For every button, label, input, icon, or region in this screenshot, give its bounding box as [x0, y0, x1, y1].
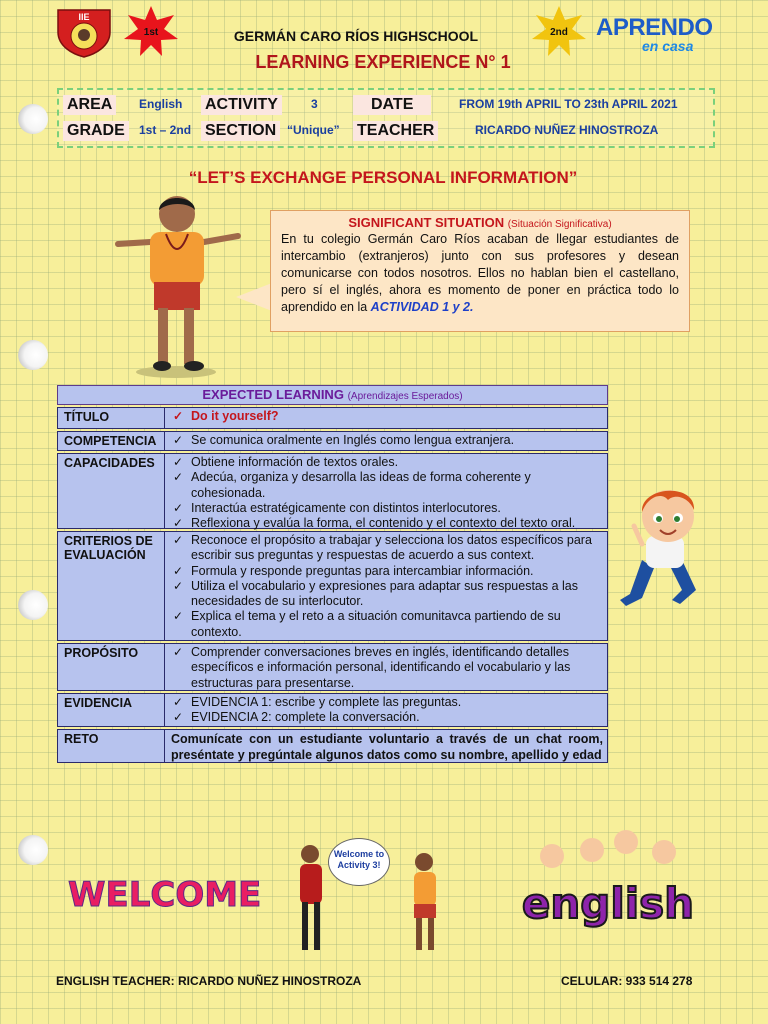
row-evidencia [57, 693, 608, 727]
titulo-label: TÍTULO [57, 407, 165, 429]
brand-aprendo: APRENDO [596, 14, 713, 41]
evidencia-item: ✓ EVIDENCIA 2: complete la conversación. [171, 710, 603, 725]
section-label: SECTION [201, 121, 280, 141]
teacher-value: RICARDO NUÑEZ HINOSTROZA [475, 123, 659, 137]
footer-phone: CELULAR: 933 514 278 [561, 974, 693, 988]
row-criterios [57, 531, 608, 641]
grade-star-second [532, 6, 586, 56]
english-art [504, 826, 712, 947]
capacidad-item: ✓ Reflexiona y evalúa la forma, el contenido y el contexto del texto oral. [171, 516, 603, 531]
activity-label: ACTIVITY [201, 95, 282, 115]
grade-value: 1st – 2nd [139, 123, 192, 137]
reto-value: Comunícate con un estudiante voluntario a través de un chat room, preséntate y pregúntale algunos datos como su nombre, apellido y edad [165, 729, 608, 763]
page-title: LEARNING EXPERIENCE N° 1 [255, 52, 511, 72]
row-proposito [57, 643, 608, 691]
row-reto [57, 729, 608, 763]
section-value: “Unique” [287, 123, 340, 137]
teacher-label: TEACHER [353, 121, 438, 141]
english-text: english [521, 879, 695, 928]
criterio-item: ✓ Explica el tema y el reto a a situación comunitavca partiendo de su contexto. [171, 609, 603, 640]
star-right-text: 2nd [550, 27, 568, 38]
school-name: GERMÁN CARO RÍOS HIGHSCHOOL [233, 28, 479, 44]
star-left-text: 1st [143, 27, 159, 38]
expected-learning-table [57, 385, 608, 761]
grade-label: GRADE [63, 121, 129, 141]
criterio-item: ✓ Reconoce el propósito a trabajar y selecciona los datos específicos para escribir sus preguntas y respuestas de acuerdo a sus context. [171, 533, 603, 564]
titulo-value: ✓ Do it yourself? [171, 409, 603, 424]
binder-hole [18, 340, 48, 370]
welcome-art [66, 852, 262, 927]
row-capacidades [57, 453, 608, 529]
capacidades-label: CAPACIDADES [57, 453, 165, 529]
footer-teacher: ENGLISH TEACHER: RICARDO NUÑEZ HINOSTROZA [56, 974, 362, 988]
date-label: DATE [353, 95, 431, 115]
situation-box [270, 210, 690, 332]
speech-tail [236, 283, 272, 311]
evidencia-label: EVIDENCIA [57, 693, 165, 727]
criterio-item: ✓ Formula y responde preguntas para intercambiar información. [171, 564, 603, 579]
evidencia-item: ✓ EVIDENCIA 1: escribe y complete las preguntas. [171, 695, 603, 710]
criterios-label: CRITERIOS DE EVALUACIÓN [57, 531, 165, 641]
reto-label: RETO [57, 729, 165, 763]
boy-illustration [112, 194, 246, 385]
row-competencia [57, 431, 608, 451]
situation-highlight: ACTIVIDAD 1 y 2. [370, 300, 474, 314]
proposito-item: ✓ Comprender conversaciones breves en inglés, identificando detalles específicos e información personal, identificando el vocabulario y las estructuras para presentarse. [171, 645, 603, 691]
row-titulo [57, 407, 608, 429]
welcome-bubble: Welcome to Activity 3! [328, 838, 390, 886]
welcome-text: WELCOME [68, 875, 262, 915]
capacidad-item: ✓ Adecúa, organiza y desarrolla las ideas de forma coherente y cohesionada. [171, 470, 603, 501]
brand-en-casa: en casa [642, 38, 694, 54]
area-value: English [139, 97, 183, 111]
binder-hole [18, 104, 48, 134]
proposito-label: PROPÓSITO [57, 643, 165, 691]
competencia-item: ✓ Se comunica oralmente en Inglés como lengua extranjera. [171, 433, 603, 448]
cartoon-boy-illustration [612, 486, 712, 619]
binder-hole [18, 590, 48, 620]
situation-text: En tu colegio Germán Caro Ríos acaban de llegar estudiantes de intercambio (extranjeros) junto con sus profesores y desean comunicarse con todos nosotros. Ellos no hablan bien el castellano, pero sí el inglés, ahora es momento de poner en práctica todo lo aprendido en la ACTIVIDAD 1 y 2. [281, 232, 679, 314]
capacidad-item: ✓ Interactúa estratégicamente con distintos interlocutores. [171, 501, 603, 516]
binder-hole [18, 835, 48, 865]
activity-value: 3 [311, 97, 318, 111]
competencia-label: COMPETENCIA [57, 431, 165, 451]
criterio-item: ✓ Utiliza el vocabulario y expresiones para adaptar sus respuestas a las necesidades de su interlocutor. [171, 579, 603, 610]
expected-title: EXPECTED LEARNING (Aprendizajes Esperados) [57, 385, 608, 405]
date-value: FROM 19th APRIL TO 23th APRIL 2021 [459, 97, 678, 111]
info-table [57, 88, 715, 148]
capacidad-item: ✓ Obtiene información de textos orales. [171, 455, 603, 470]
logo-letters: IIE [78, 12, 90, 22]
area-label: AREA [63, 95, 116, 115]
lesson-heading: “LET’S EXCHANGE PERSONAL INFORMATION” [188, 168, 578, 187]
situation-title: SIGNIFICANT SITUATION (Situación Significativa) [348, 215, 612, 230]
